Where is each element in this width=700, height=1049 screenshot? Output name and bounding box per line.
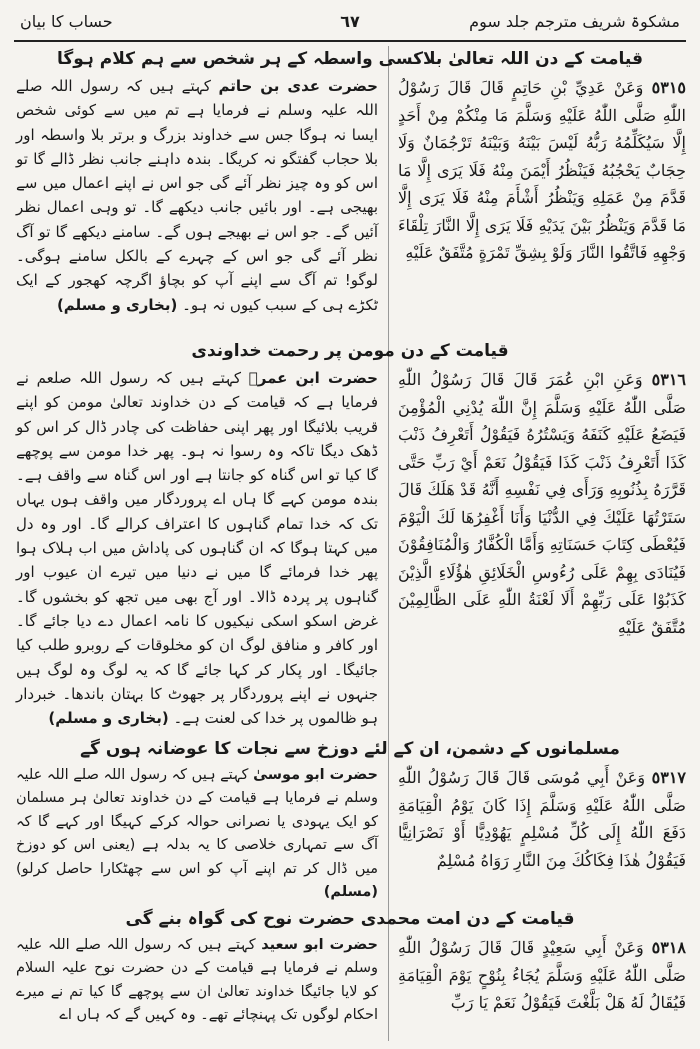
hadith-arabic [398, 366, 686, 730]
hadith-arabic [398, 934, 686, 1042]
book-title: مشکوۃ شریف مترجم جلد سوم [469, 12, 680, 31]
arabic-text: وَعَنْ أَبِي مُوسَى قَالَ قَالَ رَسُوْلُ اللّٰهِ صَلَّى اللّٰهُ عَلَيْهِ وَسَلَّمَ إِذَا كَانَ يَوْمُ الْقِيَامَةِ دَفَعَ اللّٰهُ إِلَى كُلِّ مُسْلِمٍ يَهُوْدِيًّا أَوْ نَصْرَانِيًّا فَيَقُوْلُ هٰذَا فِكَاكُكَ مِنَ النَّارِ رَوَاهُ مُسْلِمٌ [398, 768, 686, 870]
reference: (بخاری و مسلم) [56, 295, 178, 314]
hadith-urdu [16, 764, 378, 904]
hadith-number: ٥٣١٥ [651, 78, 686, 97]
hadith-number: ٥٣١٦ [651, 370, 686, 389]
narrator: حضرت ابو سعید [261, 937, 378, 953]
narrator: حضرت ابو موسیٰ [253, 767, 378, 783]
section-title: مسلمانوں کے دشمن، ان کے لئے دوزخ سے نجات کا عوضانہ ہوں گے [80, 739, 620, 759]
page-number: ٦٧ [340, 12, 360, 31]
narrator: حضرت عدی بن حاتم [218, 77, 378, 95]
urdu-text: کہتے ہیں کہ رسول اللہ صلے اللہ علیہ وسلم نے فرمایا ہے قیامت کے دن خداوند تعالیٰ ہر مسلمان کو ایک یہودی یا نصرانی حوالہ کرکے کہیگا اور کہے گا کہ آگ سے تمہاری خلاصی کا یہ بدلہ ہے (یعنی اس کو دوزخ میں ڈال کر تم اپنے آپ کو اس سے چھٹکارا حاصل کرلو) [16, 767, 378, 877]
urdu-text: کہتے ہیں کہ رسول اللہ صلے اللہ علیہ وسلم نے فرمایا ہے قیامت کے دن حضرت نوح علیہ السلام کو لایا جائیگا خداوند تعالیٰ ان سے پوچھے گا کیا تم نے میرے احکام لوگوں تک پہنچائے تھے۔ وہ کہیں گے کہ ہاں اے [16, 937, 378, 1024]
reference: (مسلم) [323, 884, 378, 901]
section-title: قیامت کے دن اللہ تعالیٰ بلاکسی واسطہ کے ہر شخص سے ہم کلام ہوگا [56, 49, 644, 69]
hadith-urdu [16, 366, 378, 730]
section-title: قیامت کے دن امت محمدی حضرت نوح کی گواہ بنے گی [125, 909, 575, 929]
arabic-text: وَعَنْ أَبِي سَعِيْدٍ قَالَ قَالَ رَسُوْلُ اللّٰهِ صَلَّى اللّٰهُ عَلَيْهِ وَسَلَّمَ يُجَاءُ بِنُوْحٍ يَوْمَ الْقِيَامَةِ فَيُقَالُ لَهُ هَلْ بَلَّغْتَ فَيَقُوْلُ نَعَمْ يَا رَبِّ [398, 938, 686, 1013]
hadith-arabic [398, 74, 686, 336]
narrator: حضرت ابن عمرؓ [248, 369, 378, 387]
hadith-arabic [398, 764, 686, 904]
column-divider [388, 46, 389, 1041]
chapter-title: حساب کا بیان [20, 12, 113, 31]
urdu-text: کہتے ہیں کہ رسول اللہ صلے اللہ علیہ وسلم نے فرمایا ہے تم میں سے کوئی شخص ایسا نہ ہوگا جس سے خداوند بزرگ و برتر بلا واسطہ اور بلا حجاب گفتگو نہ کریگا۔ بندہ داہنے جانب نظر ڈالے گا تو اس کو وہ چیز نظر آئے گی جو اس نے اپنے اعمال میں سے بھیجی ہے۔ اور بائیں جانب دیکھے گا۔ تو وہی اعمال نظر آئیں گے۔ جو اس نے بھیجے ہوں گے۔ سامنے دیکھے گا تو آگ نظر آئے گی جو اس کے چہرے کے بالکل سامنے ہوگی۔ لوگو! تم آگ سے اپنے آپ کو بچاؤ اگرچہ کھجور کے ایک ٹکڑے ہی کے سبب کیوں نہ ہو۔ [16, 77, 378, 314]
urdu-text: کہتے ہیں کہ رسول اللہ صلعم نے فرمایا ہے کہ قیامت کے دن خداوند تعالیٰ مومن کو اپنے قریب بلائیگا اور پھر اپنی حفاظت کی چادر ڈال کر اس کو ڈھک دیگا تاکہ وہ رسوا نہ ہو۔ پھر خدا مومن سے پوچھے گا کیا تو اس گناہ کو جانتا ہے اور اس گناہ سے واقف ہے۔ بندہ مومن کہے گا ہاں اے پروردگار میں واقف ہوں یہاں تک کہ خدا تمام گناہوں کا اعتراف کرالے گا۔ اور وہ دل میں کہتا ہوگا کہ ان گناہوں کی پاداش میں اب ہلاک ہوا پھر خدا فرمائے گا میں نے دنیا میں تیرے ان عیوب اور گناہوں پر پردہ ڈالا۔ اور آج بھی میں تجھ کو بخشوں گا۔ غرض اسکو اسکی نیکیوں کا نامہ اعمال دے دیا جائے گا۔ اور کافر و منافق لوگ ان کو مخلوقات کے روبرو طلب کیا جائیگا۔ اور پکار کر کہا جائے گا کہ یہ لوگ وہ لوگ ہیں جنہوں نے اپنے پروردگار پر جھوٹ کا بہتان باندھا۔ خبردار ہو ظالموں پر خدا کی لعنت ہے۔ [16, 369, 378, 728]
arabic-text: وَعَنْ عَدِيِّ بْنِ حَاتِمٍ قَالَ قَالَ رَسُوْلُ اللّٰهِ صَلَّى اللّٰهُ عَلَيْهِ وَسَلَّمَ مَا مِنْكُمْ مِنْ أَحَدٍ إِلَّا سَيُكَلِّمُهُ رَبُّهُ لَيْسَ بَيْنَهُ وَبَيْنَهُ تَرْجُمَانٌ وَلَا حِجَابٌ يَحْجُبُهُ فَيَنْظُرُ أَيْمَنَ مِنْهُ فَلَا يَرَى إِلَّا مَا قَدَّمَ مِنْ عَمَلِهِ وَيَنْظُرُ أَشْأَمَ مِنْهُ فَلَا يَرَى إِلَّا مَا قَدَّمَ وَيَنْظُرُ بَيْنَ يَدَيْهِ فَلَا يَرَى إِلَّا النَّارَ تِلْقَاءَ وَجْهِهِ فَاتَّقُوا النَّارَ وَلَوْ بِشِقِّ تَمْرَةٍ مُتَّفَقٌ عَلَيْهِ [398, 78, 686, 263]
hadith-number: ٥٣١٨ [651, 938, 686, 957]
hadith-number: ٥٣١٧ [651, 768, 687, 787]
hadith-urdu [16, 74, 378, 336]
hadith-urdu [16, 934, 378, 1042]
reference: (بخاری و مسلم) [48, 709, 169, 728]
arabic-text: وَعَنِ ابْنِ عُمَرَ قَالَ قَالَ رَسُوْلُ اللّٰهِ صَلَّى اللّٰهُ عَلَيْهِ وَسَلَّمَ إِنَّ اللّٰهَ يُدْنِي الْمُؤْمِنَ فَيَضَعُ عَلَيْهِ كَنَفَهُ وَيَسْتُرُهُ فَيَقُوْلُ أَتَعْرِفُ ذَنْبَ كَذَا أَتَعْرِفُ ذَنْبَ كَذَا فَيَقُوْلُ نَعَمْ أَيْ رَبِّ حَتَّى قَرَّرَهُ بِذُنُوبِهِ وَرَأَى فِي نَفْسِهِ أَنَّهُ قَدْ هَلَكَ قَالَ سَتَرْتُهَا عَلَيْكَ فِي الدُّنْيَا وَأَنَا أَغْفِرُهَا لَكَ الْيَوْمَ فَيُعْطَى كِتَابَ حَسَنَاتِهِ وَأَمَّا الْكُفَّارُ وَالْمُنَافِقُوْنَ فَيُنَادَى بِهِمْ عَلَى رُءُوسِ الْخَلَائِقِ هٰؤُلَاءِ الَّذِيْنَ كَذَبُوْا عَلَى رَبِّهِمْ أَلَا لَعْنَةُ اللّٰهِ عَلَى الظَّالِمِيْنَ مُتَّفَقٌ عَلَيْهِ [398, 370, 686, 637]
section-title: قیامت کے دن مومن پر رحمت خداوندی [191, 341, 509, 361]
page-header [14, 8, 686, 42]
header-rule [14, 40, 686, 42]
